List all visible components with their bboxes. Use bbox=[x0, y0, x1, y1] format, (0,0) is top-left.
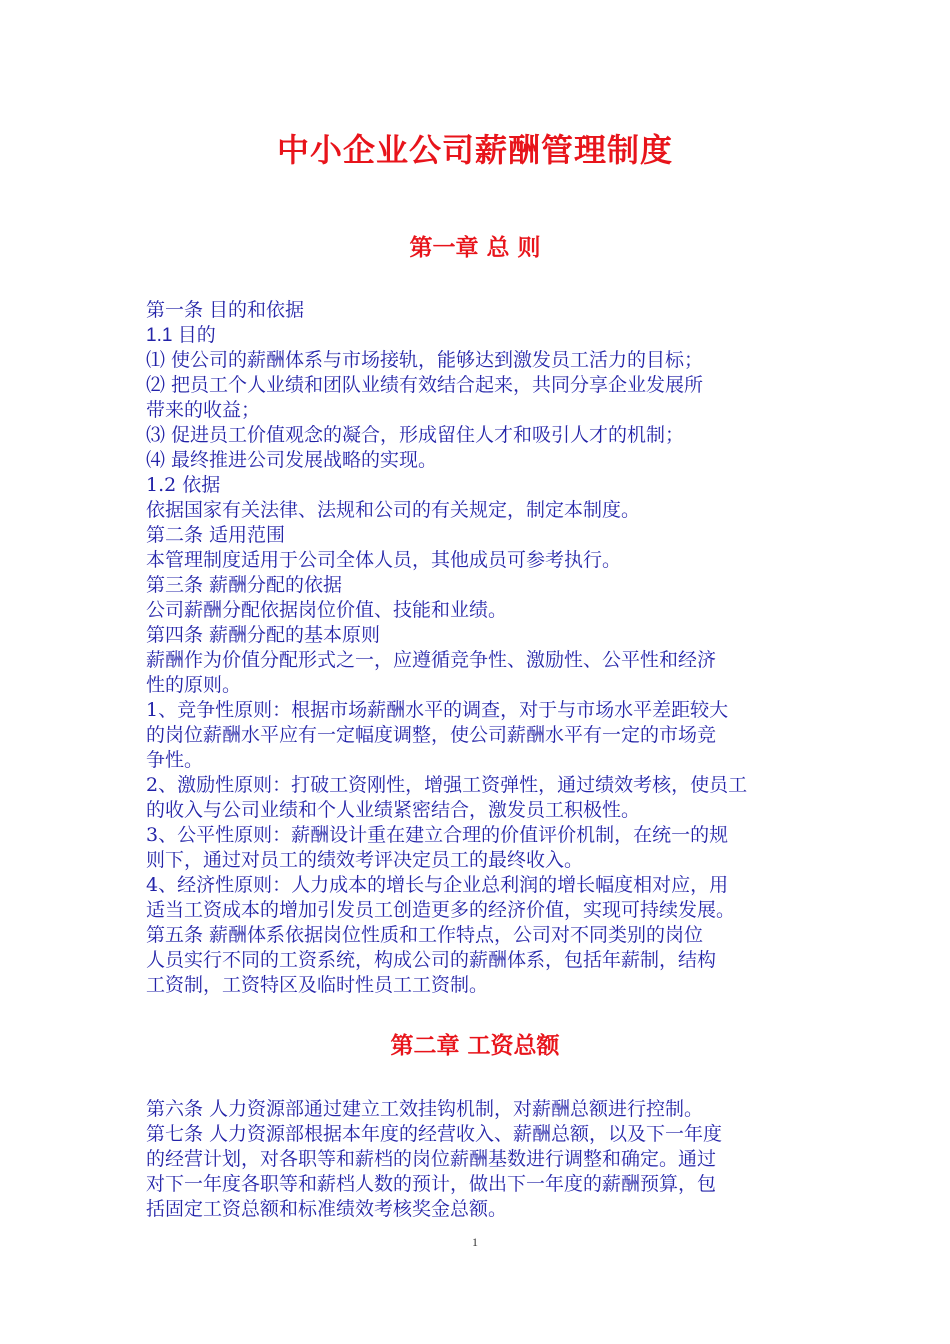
paragraph-line: ⑴ 使公司的薪酬体系与市场接轨，能够达到激发员工活力的目标； bbox=[146, 349, 704, 371]
article-4-heading: 第四条 薪酬分配的基本原则 bbox=[146, 624, 381, 646]
paragraph-line: 薪酬作为价值分配形式之一，应遵循竞争性、激励性、公平性和经济 bbox=[146, 649, 717, 671]
chapter-1-body bbox=[146, 298, 816, 998]
paragraph-line: 工资制，工资特区及临时性员工工资制。 bbox=[146, 974, 489, 996]
chapter-2-body bbox=[146, 1097, 816, 1222]
paragraph-line: 本管理制度适用于公司全体人员，其他成员可参考执行。 bbox=[146, 549, 622, 571]
paragraph-line: 带来的收益； bbox=[146, 399, 261, 421]
paragraph-line: 公司薪酬分配依据岗位价值、技能和业绩。 bbox=[146, 599, 508, 621]
article-6-heading: 第六条 人力资源部通过建立工效挂钩机制，对薪酬总额进行控制。 bbox=[146, 1098, 704, 1120]
paragraph-line: 依据国家有关法律、法规和公司的有关规定，制定本制度。 bbox=[146, 499, 641, 521]
paragraph-line: 争性。 bbox=[146, 749, 204, 771]
document-title: 中小企业公司薪酬管理制度 bbox=[276, 131, 673, 169]
paragraph-line: 的收入与公司业绩和个人业绩紧密结合，激发员工积极性。 bbox=[146, 799, 641, 821]
page-number: 1 bbox=[472, 1235, 478, 1249]
paragraph-line: 的岗位薪酬水平应有一定幅度调整，使公司薪酬水平有一定的市场竞 bbox=[146, 724, 717, 746]
paragraph-line: 人员实行不同的工资系统，构成公司的薪酬体系，包括年薪制，结构 bbox=[146, 949, 717, 971]
article-3-heading: 第三条 薪酬分配的依据 bbox=[146, 574, 343, 596]
paragraph-line: ⑶ 促进员工价值观念的凝合，形成留住人才和吸引人才的机制； bbox=[146, 424, 685, 446]
principle-economy: 4、经济性原则：人力成本的增长与企业总利润的增长幅度相对应，用 bbox=[146, 874, 729, 896]
article-5-heading: 第五条 薪酬体系依据岗位性质和工作特点，公司对不同类别的岗位 bbox=[146, 924, 704, 946]
section-1-1-heading: 1.1 目的 bbox=[146, 325, 216, 346]
paragraph-line: 适当工资成本的增加引发员工创造更多的经济价值，实现可持续发展。 bbox=[146, 899, 736, 921]
chapter-2-title: 第二章 工资总额 bbox=[390, 1033, 560, 1059]
paragraph-line: 对下一年度各职等和薪档人数的预计，做出下一年度的薪酬预算，包 bbox=[146, 1173, 717, 1195]
article-1-heading: 第一条 目的和依据 bbox=[146, 299, 305, 321]
principle-fairness: 3、公平性原则：薪酬设计重在建立合理的价值评价机制，在统一的规 bbox=[146, 824, 729, 846]
section-1-2-heading: 1.2 依据 bbox=[146, 474, 221, 496]
principle-competitiveness: 1、竞争性原则：根据市场薪酬水平的调查，对于与市场水平差距较大 bbox=[146, 699, 729, 721]
article-7-heading: 第七条 人力资源部根据本年度的经营收入、薪酬总额，以及下一年度 bbox=[146, 1123, 723, 1145]
paragraph-line: ⑵ 把员工个人业绩和团队业绩有效结合起来，共同分享企业发展所 bbox=[146, 374, 704, 396]
paragraph-line: 括固定工资总额和标准绩效考核奖金总额。 bbox=[146, 1198, 508, 1220]
paragraph-line: 性的原则。 bbox=[146, 674, 242, 696]
paragraph-line: ⑷ 最终推进公司发展战略的实现。 bbox=[146, 449, 438, 471]
paragraph-line: 则下，通过对员工的绩效考评决定员工的最终收入。 bbox=[146, 849, 584, 871]
paragraph-line: 的经营计划，对各职等和薪档的岗位薪酬基数进行调整和确定。通过 bbox=[146, 1148, 717, 1170]
article-2-heading: 第二条 适用范围 bbox=[146, 524, 286, 546]
principle-incentive: 2、激励性原则：打破工资刚性，增强工资弹性，通过绩效考核，使员工 bbox=[146, 774, 748, 796]
chapter-1-title: 第一章 总 则 bbox=[409, 235, 541, 261]
